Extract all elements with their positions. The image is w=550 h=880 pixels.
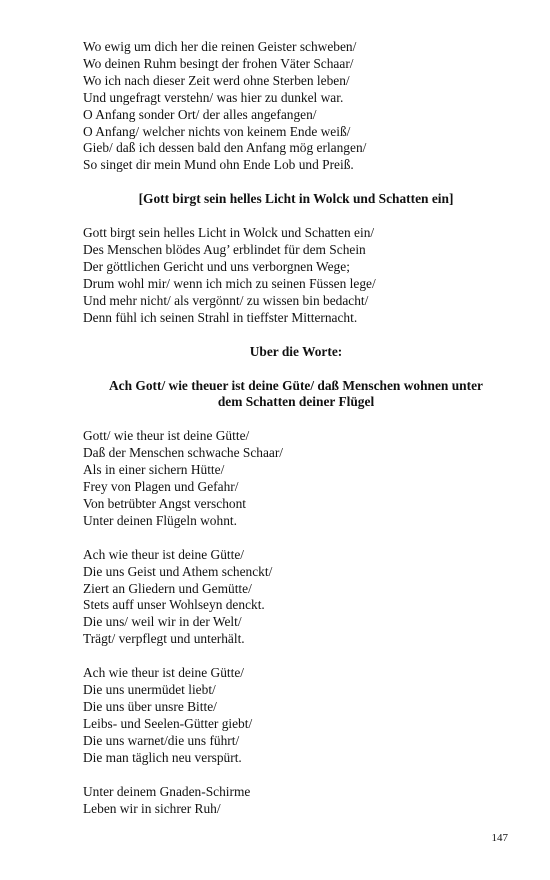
- poem-line: Ach wie theur ist deine Gütte/: [83, 665, 245, 681]
- section-heading: Uber die Worte:: [249, 343, 343, 359]
- poem-stanza-top: [83, 39, 509, 174]
- section-subheading-line-1: Ach Gott/ wie theuer ist deine Güte/ daß Menschen wohnen unter: [109, 377, 483, 393]
- poem-line: Die man täglich neu verspürt.: [83, 749, 242, 765]
- poem-stanza: [83, 784, 509, 818]
- poem-line: Wo ich nach dieser Zeit werd ohne Sterben leben/: [83, 72, 350, 88]
- poem-line: Leben wir in sichrer Ruh/: [83, 800, 221, 816]
- poem-line: Drum wohl mir/ wenn ich mich zu seinen Füssen lege/: [83, 275, 376, 291]
- poem-line: Des Menschen blödes Aug’ erblindet für dem Schein: [83, 242, 366, 258]
- poem-line: Die uns unermüdet liebt/: [83, 682, 216, 698]
- poem-line: Gieb/ daß ich dessen bald den Anfang mög erlangen/: [83, 140, 367, 156]
- spacer: [83, 411, 509, 428]
- poem-line: So singet dir mein Mund ohn Ende Lob und Preiß.: [83, 157, 354, 173]
- poem-line: Leibs- und Seelen-Gütter giebt/: [83, 715, 253, 731]
- page-body: [83, 39, 509, 817]
- poem-line: Gott birgt sein helles Licht in Wolck und Schatten ein/: [83, 225, 375, 241]
- poem-line: Und mehr nicht/ als vergönnt/ zu wissen bin bedacht/: [83, 292, 369, 308]
- poem-stanza: [83, 225, 509, 326]
- poem-line: Ach wie theur ist deine Gütte/: [83, 546, 245, 562]
- poem-line: Daß der Menschen schwache Schaar/: [83, 445, 284, 461]
- poem-stanza: [83, 547, 509, 648]
- spacer: [83, 174, 509, 191]
- poem-line: O Anfang/ welcher nichts von keinem Ende weiß/: [83, 123, 351, 139]
- poem-line: O Anfang sonder Ort/ der alles angefangen/: [83, 106, 317, 122]
- poem-line: Unter deinem Gnaden-Schirme: [83, 783, 251, 799]
- poem-line: Ziert an Gliedern und Gemütte/: [83, 580, 252, 596]
- poem-line: Die uns warnet/die uns führt/: [83, 732, 240, 748]
- poem-line: Die uns über unsre Bitte/: [83, 699, 217, 714]
- spacer: [83, 208, 509, 225]
- poem-line: Wo deinen Ruhm besingt der frohen Väter Schaar/: [83, 55, 354, 71]
- spacer: [83, 648, 509, 665]
- poem-line: Trägt/ verpflegt und unterhält.: [83, 631, 245, 647]
- spacer: [83, 361, 509, 378]
- poem-line: Denn fühl ich seinen Strahl in tieffster Mitternacht.: [83, 309, 358, 325]
- poem-line: Unter deinen Flügeln wohnt.: [83, 512, 237, 528]
- poem-stanza: [83, 428, 509, 529]
- poem-line: Die uns/ weil wir in der Welt/: [83, 614, 242, 630]
- poem-line: Frey von Plagen und Gefahr/: [83, 479, 239, 495]
- poem-line: Als in einer sichern Hütte/: [83, 462, 225, 478]
- section-subheading-line-2: dem Schatten deiner Flügel: [217, 394, 375, 410]
- poem-line: Gott/ wie theur ist deine Gütte/: [83, 428, 250, 444]
- poem-line: Wo ewig um dich her die reinen Geister schweben/: [83, 39, 357, 54]
- poem-line: Die uns Geist und Athem schenckt/: [83, 563, 273, 579]
- poem-stanza: [83, 665, 509, 766]
- spacer: [83, 767, 509, 784]
- poem-line: Und ungefragt verstehn/ was hier zu dunkel war.: [83, 89, 344, 105]
- spacer: [83, 327, 509, 344]
- spacer: [83, 530, 509, 547]
- page-number: 147: [491, 832, 508, 844]
- poem-line: Stets auff unser Wohlseyn denckt.: [83, 597, 265, 613]
- poem-line: Der göttlichen Gericht und uns verborgnen Wege;: [83, 258, 350, 274]
- section-heading: [Gott birgt sein helles Licht in Wolck und Schatten ein]: [138, 191, 454, 207]
- poem-line: Von betrübter Angst verschont: [83, 495, 247, 511]
